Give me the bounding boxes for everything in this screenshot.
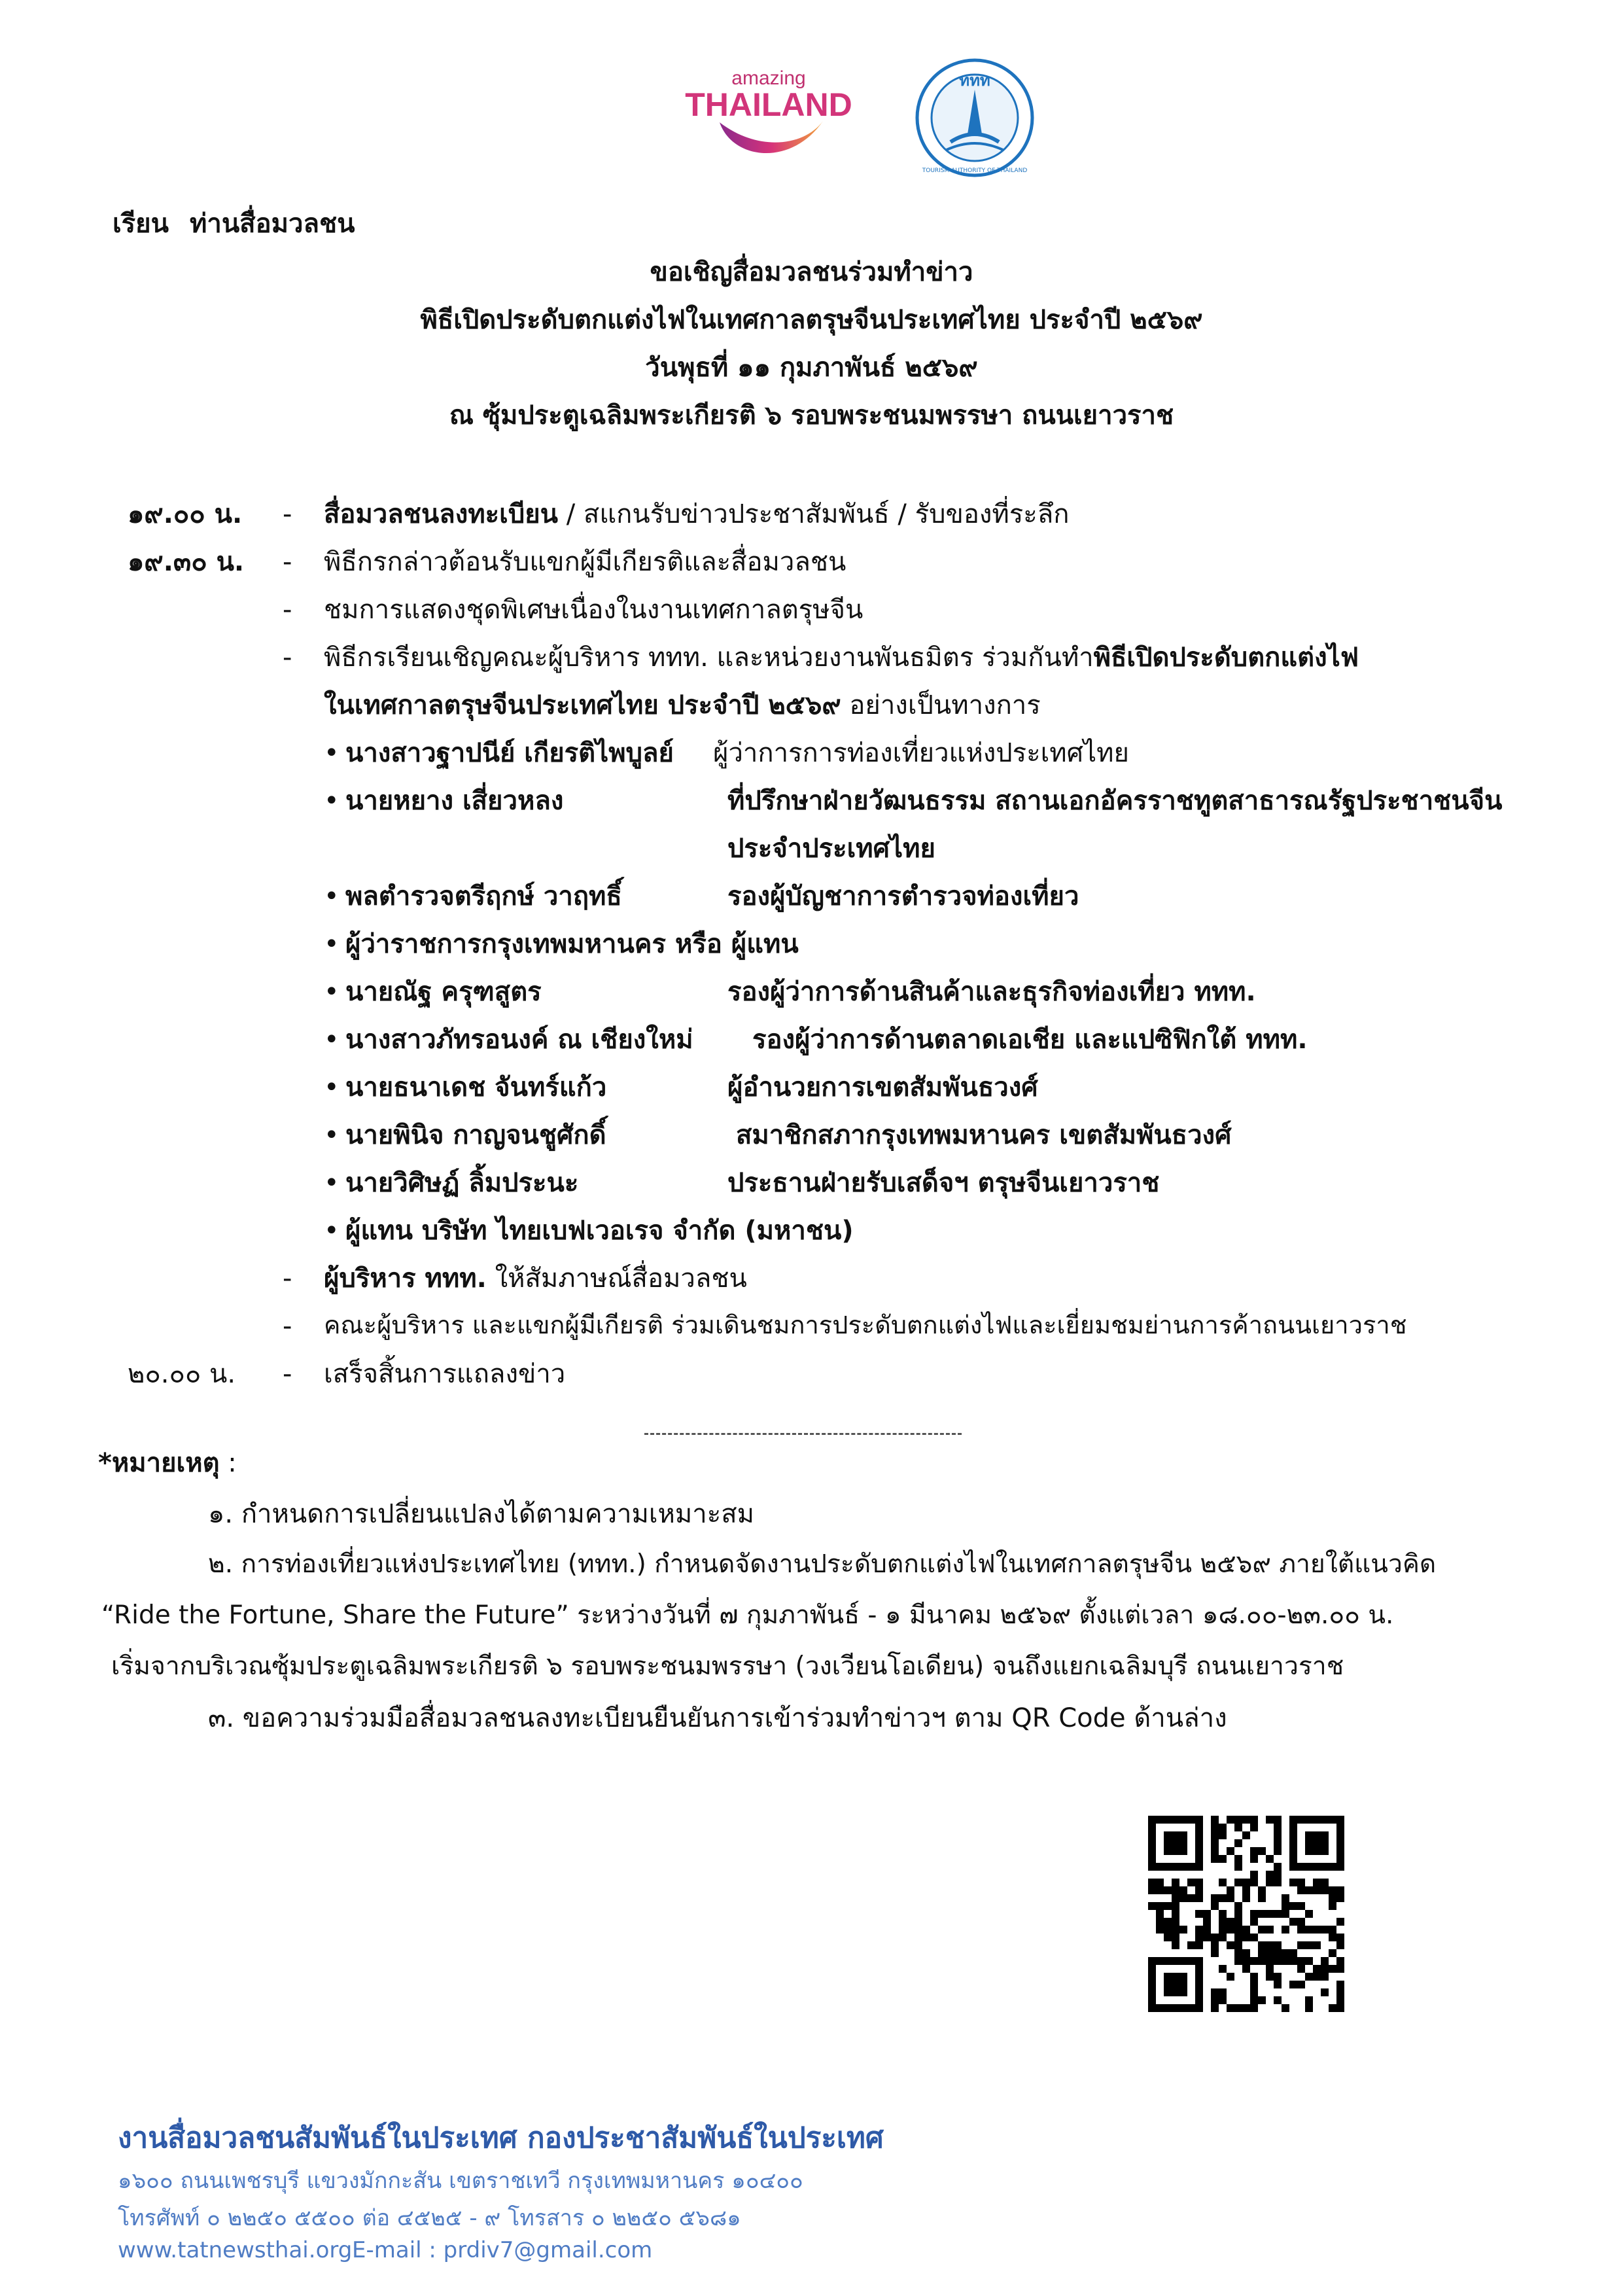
title-line-2: พิธีเปิดประดับตกแต่งไฟในเทศกาลตรุษจีนประเทศไทย ประจำปี ๒๕๖๙ xyxy=(420,305,1203,335)
participant-name: นายณัฐ ครุฑสูตร xyxy=(345,977,542,1007)
participant-role: ประธานฝ่ายรับเสด็จฯ ตรุษจีนเยาวราช xyxy=(727,1168,1160,1198)
qr-code xyxy=(1148,1816,1344,2012)
title-line-1: ขอเชิญสื่อมวลชนร่วมทำข่าว xyxy=(650,257,973,287)
opening-d: อย่างเป็นทางการ xyxy=(841,690,1041,720)
participant-role: รองผู้ว่าการด้านสินค้าและธุรกิจท่องเที่ยว ททท. xyxy=(727,977,1256,1007)
participant-name: นางสาวฐาปนีย์ เกียรติไพบูลย์ xyxy=(345,738,674,768)
participant-role: รองผู้ว่าการด้านตลาดเอเชีย และแปซิฟิกใต้ ททท. xyxy=(752,1025,1308,1055)
bullet: • xyxy=(324,786,340,816)
bullet: • xyxy=(324,881,340,911)
time-1900: ๑๙.๐๐ น. xyxy=(128,499,243,529)
thailand-text: THAILAND xyxy=(685,86,852,123)
participant-role: ผู้อำนวยการเขตสัมพันธวงศ์ xyxy=(727,1072,1038,1103)
participant-role: ที่ปรึกษาฝ่ายวัฒนธรรม สถานเอกอัครราชทูตสาธารณรัฐประชาชนจีน xyxy=(727,786,1503,816)
agenda-end: เสร็จสิ้นการแถลงข่าว xyxy=(324,1359,566,1389)
opening-c: ในเทศกาลตรุษจีนประเทศไทย ประจำปี ๒๕๖๙ xyxy=(324,690,841,720)
footer-phone: โทรศัพท์ ๐ ๒๒๕๐ ๕๕๐๐ ต่อ ๔๕๒๕ - ๙ โทรสาร ๐ ๒๒๕๐ ๕๖๘๑ xyxy=(118,2205,741,2231)
notes-heading xyxy=(98,1447,237,1479)
agenda-interview xyxy=(324,1263,747,1294)
interview-bold: ผู้บริหาร ททท. xyxy=(324,1263,487,1294)
participant-role: รองผู้บัญชาการตำรวจท่องเที่ยว xyxy=(727,881,1079,911)
participant-name: นางสาวภัทรอนงค์ ณ เชียงใหม่ xyxy=(345,1025,693,1055)
opening-b: พิธีเปิดประดับตกแต่งไฟ xyxy=(1093,643,1359,673)
footer-email[interactable]: E-mail : prdiv7@gmail.com xyxy=(352,2237,653,2263)
participant-role: ผู้ว่าการการท่องเที่ยวแห่งประเทศไทย xyxy=(713,738,1129,768)
dash: - xyxy=(283,1359,292,1389)
dash: - xyxy=(283,499,292,529)
salutation-to: ท่านสื่อมวลชน xyxy=(190,209,355,239)
time-2000: ๒๐.๐๐ น. xyxy=(128,1359,236,1389)
participant-name: นายธนาเดช จันทร์แก้ว xyxy=(345,1072,607,1103)
agenda-registration xyxy=(324,499,1069,530)
title-line-3: วันพุธที่ ๑๑ กุมภาพันธ์ ๒๕๖๙ xyxy=(645,353,978,383)
footer-web[interactable]: www.tatnewsthai.org xyxy=(118,2237,353,2263)
interview-rest: ให้สัมภาษณ์สื่อมวลชน xyxy=(486,1263,747,1294)
tat-logo xyxy=(913,56,1037,180)
note-2-a: ๒. การท่องเที่ยวแห่งประเทศไทย (ททท.) กำหนดจัดงานประดับตกแต่งไฟในเทศกาลตรุษจีน ๒๕๖๙ ภายใต้แนวคิด xyxy=(208,1549,1437,1579)
agenda-walk: คณะผู้บริหาร และแขกผู้มีเกียรติ ร่วมเดินชมการประดับตกแต่งไฟและเยี่ยมชมย่านการค้าถนนเยาวราช xyxy=(324,1311,1407,1339)
note-2-b: “Ride the Fortune, Share the Future” ระหว่างวันที่ ๗ กุมภาพันธ์ - ๑ มีนาคม ๒๕๖๙ ตั้งแต่เวลา ๑๘.๐๐-๒๓.๐๐ น. xyxy=(101,1600,1394,1630)
dash: - xyxy=(283,1311,292,1341)
participant-name: นายหยาง เสี่ยวหลง xyxy=(345,786,564,816)
smile-swoosh-icon xyxy=(720,121,823,153)
amazing-text: amazing xyxy=(731,67,806,89)
bullet: • xyxy=(324,1216,340,1246)
footer-address: ๑๖๐๐ ถนนเพชรบุรี แขวงมักกะสัน เขตราชเทวี กรุงเทพมหานคร ๑๐๔๐๐ xyxy=(118,2168,803,2194)
participant-role-cont: ประจำประเทศไทย xyxy=(727,834,935,864)
agenda-opening xyxy=(324,642,1359,673)
participant-name: นายพินิจ กาญจนชูศักดิ์ xyxy=(345,1120,606,1150)
tat-top-text: ททท xyxy=(959,71,990,90)
participant-name: พลตำรวจตรีฤกษ์ วาฤทธิ์ xyxy=(345,881,622,911)
dash: - xyxy=(283,1263,292,1294)
agenda-show: ชมการแสดงชุดพิเศษเนื่องในงานเทศกาลตรุษจีน xyxy=(324,595,864,625)
dash: - xyxy=(283,643,292,673)
bullet: • xyxy=(324,738,340,768)
bullet: • xyxy=(324,1120,340,1150)
bullet: • xyxy=(324,929,340,959)
opening-a: พิธีกรเรียนเชิญคณะผู้บริหาร ททท. และหน่วยงานพันธมิตร ร่วมกันทำ xyxy=(324,643,1094,673)
dash: - xyxy=(283,595,292,625)
bullet: • xyxy=(324,1072,340,1103)
note-1: ๑. กำหนดการเปลี่ยนแปลงได้ตามความเหมาะสม xyxy=(208,1499,754,1529)
participant-name: ผู้ว่าราชการกรุงเทพมหานคร หรือ ผู้แทน xyxy=(345,929,799,959)
dash: - xyxy=(283,547,292,577)
notes-label: *หมายเหตุ xyxy=(98,1448,220,1478)
footer-title: งานสื่อมวลชนสัมพันธ์ในประเทศ กองประชาสัมพันธ์ในประเทศ xyxy=(118,2121,884,2155)
registration-bold: สื่อมวลชนลงทะเบียน xyxy=(324,499,559,529)
bullet: • xyxy=(324,1168,340,1198)
participant-role: สมาชิกสภากรุงเทพมหานคร เขตสัมพันธวงศ์ xyxy=(736,1120,1232,1150)
agenda-welcome: พิธีกรกล่าวต้อนรับแขกผู้มีเกียรติและสื่อมวลชน xyxy=(324,547,846,577)
bullet: • xyxy=(324,1025,340,1055)
note-2-c: เริ่มจากบริเวณซุ้มประตูเฉลิมพระเกียรติ ๖ รอบพระชนมพรรษา (วงเวียนโอเดียน) จนถึงแยกเฉลิมบุรี ถนนเยาวราช xyxy=(111,1651,1344,1681)
bullet: • xyxy=(324,977,340,1007)
note-3: ๓. ขอความร่วมมือสื่อมวลชนลงทะเบียนยืนยันการเข้าร่วมทำข่าวฯ ตาม QR Code ด้านล่าง xyxy=(208,1703,1227,1733)
agenda-opening-cont xyxy=(324,690,1041,721)
participant-name: ผู้แทน บริษัท ไทยเบฟเวอเรจ จำกัด (มหาชน) xyxy=(345,1216,854,1246)
participant-name: นายวิศิษฏ์ ลิ้มประนะ xyxy=(345,1168,579,1198)
notes-colon: : xyxy=(219,1448,237,1478)
amazing-thailand-logo xyxy=(674,62,864,167)
time-1930: ๑๙.๓๐ น. xyxy=(128,547,245,577)
registration-rest: / สแกนรับข่าวประชาสัมพันธ์ / รับของที่ระลึก xyxy=(558,499,1070,529)
title-line-4: ณ ซุ้มประตูเฉลิมพระเกียรติ ๖ รอบพระชนมพรรษา ถนนเยาวราช xyxy=(449,400,1174,431)
tat-ring-text: TOURISM AUTHORITY OF THAILAND xyxy=(922,168,1028,174)
divider xyxy=(644,1433,962,1435)
salutation-label: เรียน xyxy=(113,209,169,239)
